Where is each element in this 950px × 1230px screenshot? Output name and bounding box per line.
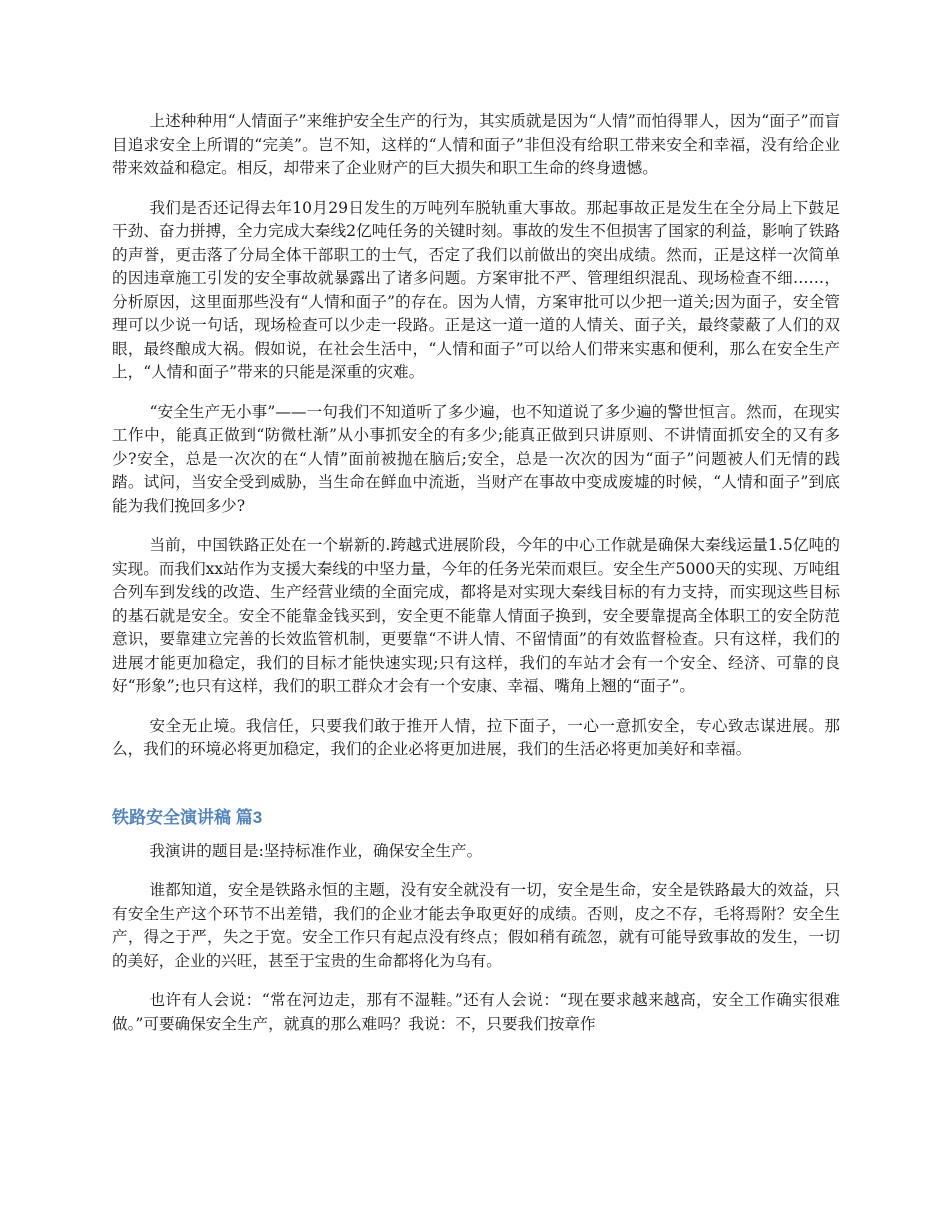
body-paragraph: 我们是否还记得去年10月29日发生的万吨列车脱轨重大事故。那起事故正是发生在全分局上下鼓足干劲、奋力拼搏，全力完成大秦线2亿吨任务的关键时刻。事故的发生不但损害了国家的利益，影响了铁路的声誉，更击落了分局全体干部职工的士气，否定了我们以前做出的突出成绩。然而，正是这样一次简单的因违章施工引发的安全事故就暴露出了诸多问题。方案审批不严、管理组织混乱、现场检查不细……，分析原因，这里面那些没有“人情和面子”的存在。因为人情，方案审批可以少把一道关;因为面子，安全管理可以少说一句话，现场检查可以少走一段路。正是这一道一道的人情关、面子关，最终蒙蔽了人们的双眼，最终酿成大祸。假如说，在社会生活中，“人情和面子”可以给人们带来实惠和便利，那么在安全生产上，“人情和面子”带来的只能是深重的灾难。: [112, 198, 840, 381]
section-heading: 铁路安全演讲稿 篇3: [112, 807, 263, 827]
body-paragraph: 上述种种用“人情面子”来维护安全生产的行为，其实质就是因为“人情”而怕得罪人，因为“面子”而盲目追求安全上所谓的“完美”。岂不知，这样的“人情和面子”非但没有给职工带来安全和幸福，没有给企业带来效益和稳定。相反，却带来了企业财产的巨大损失和职工生命的终身遗憾。: [112, 112, 840, 177]
body-paragraph: 当前，中国铁路正处在一个崭新的.跨越式进展阶段，今年的中心工作就是确保大秦线运量1.5亿吨的实现。而我们xx站作为支援大秦线的中坚力量，今年的任务光荣而艰巨。安全生产5000天的实现、万吨组合列车到发线的改造、生产经营业绩的全面完成，都将是对实现大秦线目标的有力支持，而实现这些目标的基石就是安全。安全不能靠金钱买到，安全更不能靠人情面子换到，安全要靠提高全体职工的安全防范意识，要靠建立完善的长效监管机制，更要靠“不讲人情、不留情面”的有效监督检查。只有这样，我们的进展才能更加稳定，我们的目标才能快速实现;只有这样，我们的车站才会有一个安全、经济、可靠的良好“形象”;也只有这样，我们的职工群众才会有一个安康、幸福、嘴角上翘的“面子”。: [112, 536, 840, 695]
body-paragraph: 也许有人会说：“常在河边走，那有不湿鞋。”还有人会说：“现在要求越来越高，安全工作确实很难做。”可要确保安全生产，就真的那么难吗？我说：不，只要我们按章作: [112, 991, 840, 1033]
body-paragraph: “安全生产无小事”——一句我们不知道听了多少遍，也不知道说了多少遍的警世恒言。然而，在现实工作中，能真正做到“防微杜渐”从小事抓安全的有多少;能真正做到只讲原则、不讲情面抓安全的又有多少?安全，总是一次次的在“人情”面前被抛在脑后;安全，总是一次次的因为“面子”问题被人们无情的践踏。试问，当安全受到威胁，当生命在鲜血中流逝，当财产在事故中变成废墟的时候，“人情和面子”到底能为我们挽回多少?: [112, 402, 840, 515]
body-paragraph: 安全无止境。我信任，只要我们敢于推开人情，拉下面子，一心一意抓安全，专心致志谋进展。那么，我们的环境必将更加稳定，我们的企业必将更加进展，我们的生活必将更加美好和幸福。: [112, 716, 840, 758]
body-paragraph: 我演讲的题目是:坚持标准作业，确保安全生产。: [149, 841, 483, 860]
body-paragraph: 谁都知道，安全是铁路永恒的主题，没有安全就没有一切，安全是生命，安全是铁路最大的效益，只有安全生产这个环节不出差错，我们的企业才能去争取更好的成绩。否则，皮之不存，毛将焉附？安全生产，得之于严，失之于宽。安全工作只有起点没有终点；假如稍有疏忽，就有可能导致事故的发生，一切的美好，企业的兴旺，甚至于宝贵的生命都将化为乌有。: [112, 881, 840, 970]
document-body: [112, 110, 840, 1052]
